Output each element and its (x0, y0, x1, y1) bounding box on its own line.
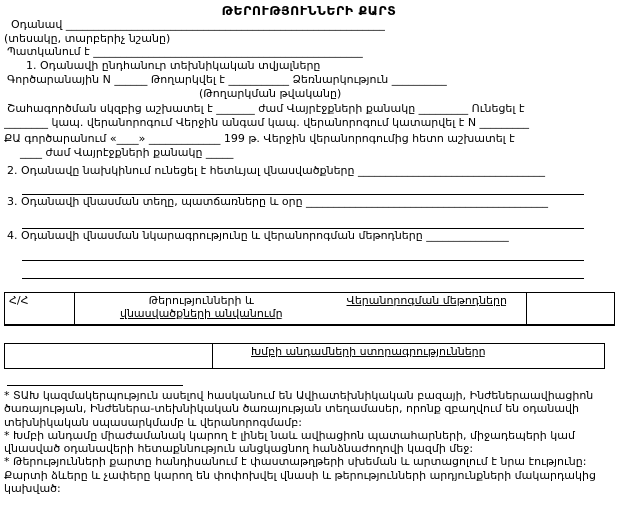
blank-rule-line (22, 209, 584, 229)
signatures-header: Խմբի անդամների ստորագրությունները (251, 345, 486, 358)
blank-rule-line (22, 243, 584, 261)
footnote-tax-organization: * ՏԱԽ կազմակերպություն ասելով հասկանում են Ավիատեխնիկական բազայի, Ինժեներաավիացիոն ծառայության, Ինժեներա-տեխնիկական ծառայության տեղամասեր, որոնք զբաղվում են օդանավի տեխնիկական սպասարկմամբ և վերանորոգմամբ: (4, 389, 594, 429)
aircraft-line (4, 18, 614, 32)
blank-rule-line (22, 261, 584, 279)
defects-name-header-line2: վնասվածքների անվանումը (119, 307, 283, 320)
defects-name-header-line1: Թերությունների և (148, 294, 254, 307)
section3-line: 3. Օդանավի վնասման տեղը, պատճառները և օրը ____________________________________________ (7, 195, 549, 208)
section4-line: 4. Օդանավի վնասման նկարագրությունը և վերանորոգման մեթոդները _______________ (7, 229, 509, 242)
belongs-blank-line: _________________________________________________ (93, 45, 363, 58)
operation-hours-line: Շահագործման սկզբից աշխատել է _______ ժամ Վայրէջքների քանակը _________ Ունեցել է (7, 102, 525, 115)
factory-number-line: Գործարանային N ______ Թողարկվել է ___________ Ձեռնարկություն __________ (7, 73, 447, 86)
aircraft-blank-line: __________________________________________________________ (65, 18, 385, 31)
belongs-line (4, 45, 614, 59)
blank-rule-line (22, 178, 584, 195)
section2-line: 2. Օդանավը նախկինում ունեցել է հետևյալ վնասվածքները __________________________________ (7, 164, 545, 177)
defects-table-empty-column (526, 293, 614, 324)
footnotes (4, 389, 612, 495)
document-title: ԹԵՐՈՒԹՅՈՒՆՆԵՐԻ ՔԱՐՏ (221, 3, 397, 18)
footnote-separator-line (7, 385, 183, 386)
capital-repair-line: ________ կապ. վերանորոգում Վերջին անգամ կապ. վերանորոգում կատարվել է N _________ (4, 116, 530, 129)
footnote-group-member: * Խմբի անդամը միաժամանակ կարող է լինել նաև ավիացիոն պատահարների, միջադեպերի կամ վնասված օդանավերի հետաքննություն անցկացնող հանձնաժողովի կազմի մեջ: (4, 428, 575, 456)
defects-table (4, 292, 615, 326)
signatures-table-empty-cell (5, 344, 213, 368)
defects-name-header (75, 294, 328, 324)
section1-title: 1. Օդանավի ընդհանուր տեխնիկական տվյալները (26, 59, 321, 72)
aircraft-label: Օդանավ (11, 18, 66, 31)
hours-after-repair-line: ____ ժամ Վայրէջքների քանակը _____ (20, 146, 234, 159)
belongs-label: Պատկանում է (7, 45, 94, 58)
aircraft-type-hint: (տեսակը, տարբերիչ նշանը) (4, 32, 171, 45)
repair-factory-line: ՔԱ գործարանում «____» _____________ 199 թ. Վերջին վերանորոգումից հետո աշխատել է (4, 132, 515, 145)
defects-table-number-header: Հ/Հ (5, 293, 75, 324)
footnote-card-purpose: * Թերությունների քարտը հանդիսանում է փաստաթղթերի սխեման և արտացոլում է նրա էությունը: Քարտի ձևերը և չափերը կարող են փոփոխվել վնասի և թերությունների արդյունքների մակարդակից կախված: (4, 455, 596, 496)
signatures-table (4, 343, 605, 369)
issue-date-hint: (Թողարկման թվականը) (199, 87, 342, 100)
defects-table-middle-header (75, 293, 526, 324)
signatures-header-cell (213, 344, 604, 368)
repair-methods-header: Վերանորոգման մեթոդները (346, 294, 507, 307)
